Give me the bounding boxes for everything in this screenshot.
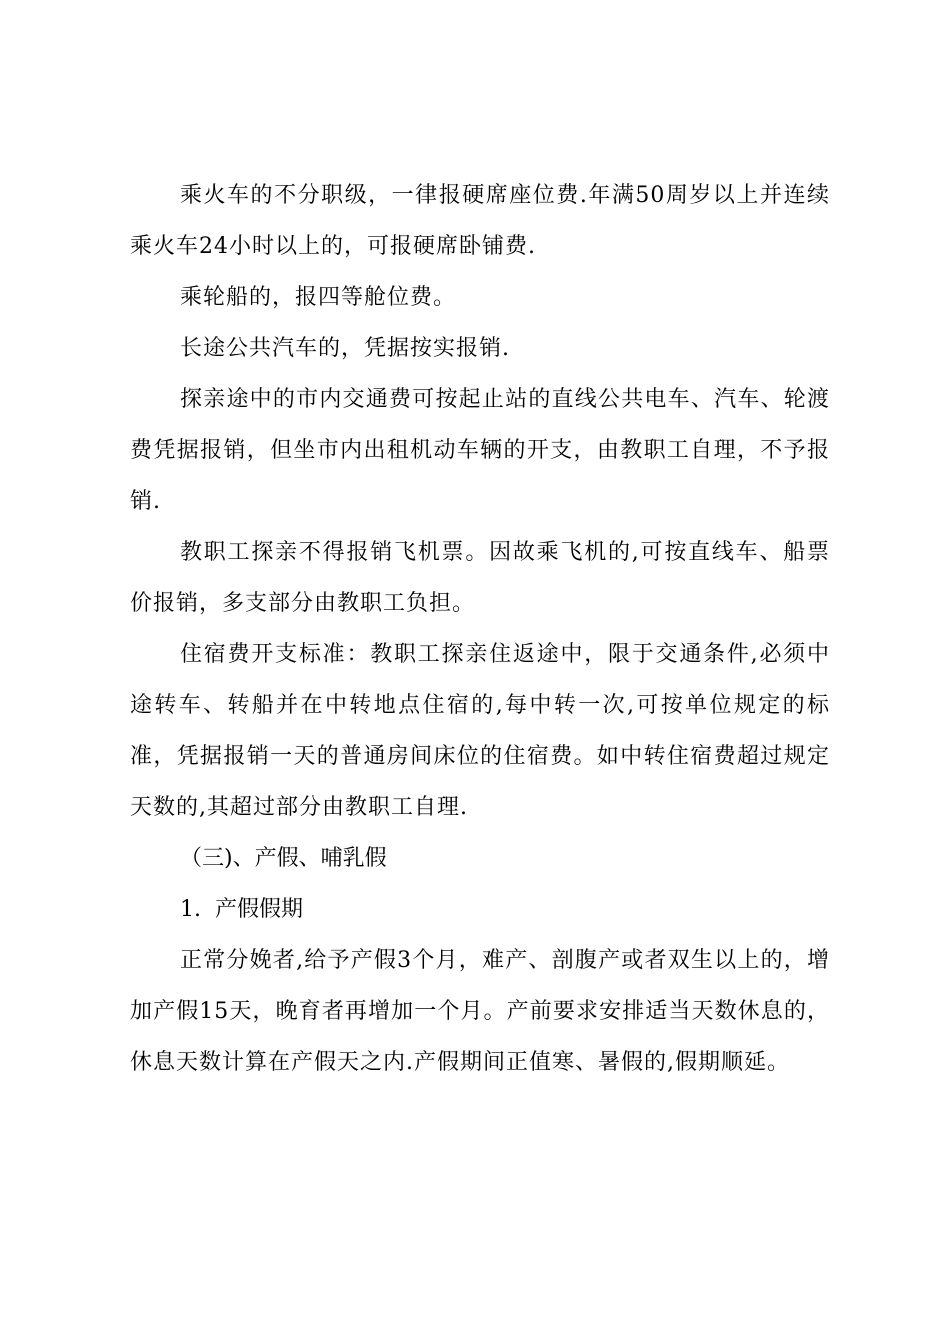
document-body	[130, 170, 830, 1088]
paragraph-lodging: 住宿费开支标准：教职工探亲住返途中，限于交通条件,必须中途转车、转船并在中转地点住宿的,每中转一次,可按单位规定的标准，凭据报销一天的普通房间床位的住宿费。如中转住宿费超过规定天数的,其超过部分由教职工自理.	[130, 642, 830, 820]
paragraph-airfare: 教职工探亲不得报销飞机票。因故乘飞机的,可按直线车、船票价报销，多支部分由教职工负担。	[130, 540, 830, 616]
subsection-heading-maternity-period: 1. 产假假期	[180, 897, 303, 922]
section-heading-maternity-leave: （三)、产假、哺乳假	[180, 846, 387, 871]
paragraph-train-fare: 乘火车的不分职级，一律报硬席座位费.年满50周岁以上并连续乘火车24小时以上的，可报硬席卧铺费.	[130, 183, 830, 259]
paragraph-bus-fare: 长途公共汽车的，凭据按实报销.	[180, 336, 510, 361]
paragraph-maternity-details: 正常分娩者,给予产假3个月，难产、剖腹产或者双生以上的，增加产假15天，晚育者再增加一个月。产前要求安排适当天数休息的，休息天数计算在产假天之内.产假期间正值寒、暑假的,假期顺延。	[130, 948, 830, 1075]
paragraph-city-transport: 探亲途中的市内交通费可按起止站的直线公共电车、汽车、轮渡费凭据报销，但坐市内出租机动车辆的开支，由教职工自理，不予报销.	[130, 387, 830, 514]
paragraph-ship-fare: 乘轮船的，报四等舱位费。	[180, 285, 457, 310]
